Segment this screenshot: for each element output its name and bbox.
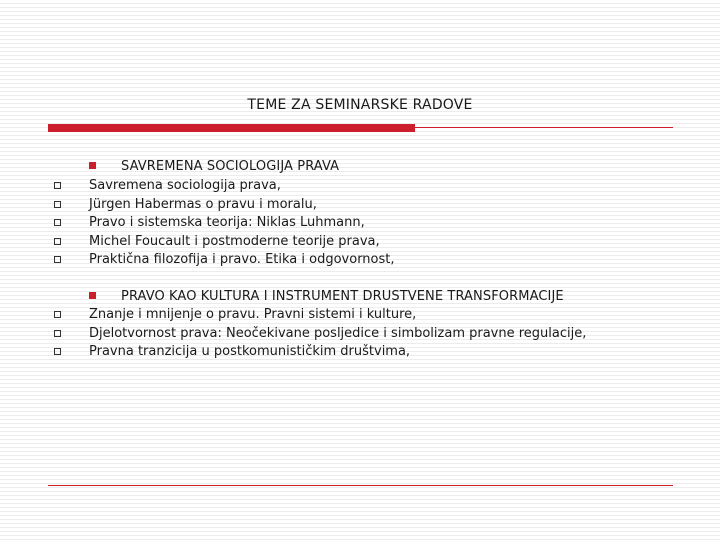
list-item-text: Pravna tranzicija u postkomunističkim društvima, [89,344,411,359]
slide-title: TEME ZA SEMINARSKE RADOVE [247,97,473,113]
list-item-text: Pravo i sistemska teorija: Niklas Luhmann, [89,215,365,230]
title-underline-thick [48,124,415,132]
title-underline-thin [415,127,673,128]
section-heading [89,289,564,304]
filled-square-bullet-icon [89,162,96,169]
list-item-text: Znanje i mnijenje o pravu. Pravni sistemi i kulture, [89,307,417,322]
list-item [54,232,380,251]
list-item-text: Jürgen Habermas o pravu i moralu, [89,197,317,212]
hollow-square-bullet-icon [54,256,61,263]
list-item [54,324,587,343]
hollow-square-bullet-icon [54,201,61,208]
section-heading-text: SAVREMENA SOCIOLOGIJA PRAVA [121,159,340,174]
hollow-square-bullet-icon [54,238,61,245]
list-item-text: Savremena sociologija prava, [89,178,281,193]
section-heading-text: PRAVO KAO KULTURA I INSTRUMENT DRUSTVENE TRANSFORMACIJE [121,289,564,304]
list-item [54,250,395,269]
title-underline [48,124,673,132]
filled-square-bullet-icon [89,292,96,299]
hollow-square-bullet-icon [54,219,61,226]
hollow-square-bullet-icon [54,311,61,318]
hollow-square-bullet-icon [54,330,61,337]
hollow-square-bullet-icon [54,182,61,189]
list-item-text: Praktična filozofija i pravo. Etika i odgovornost, [89,252,395,267]
list-item [54,342,411,361]
list-item-text: Djelotvornost prava: Neočekivane posljedice i simbolizam pravne regulacije, [89,326,587,341]
list-item [54,195,317,214]
hollow-square-bullet-icon [54,348,61,355]
section-heading [89,159,339,174]
list-item [54,305,417,324]
list-item [54,176,281,195]
list-item [54,213,365,232]
bottom-rule [48,485,673,486]
list-item-text: Michel Foucault i postmoderne teorije prava, [89,234,380,249]
